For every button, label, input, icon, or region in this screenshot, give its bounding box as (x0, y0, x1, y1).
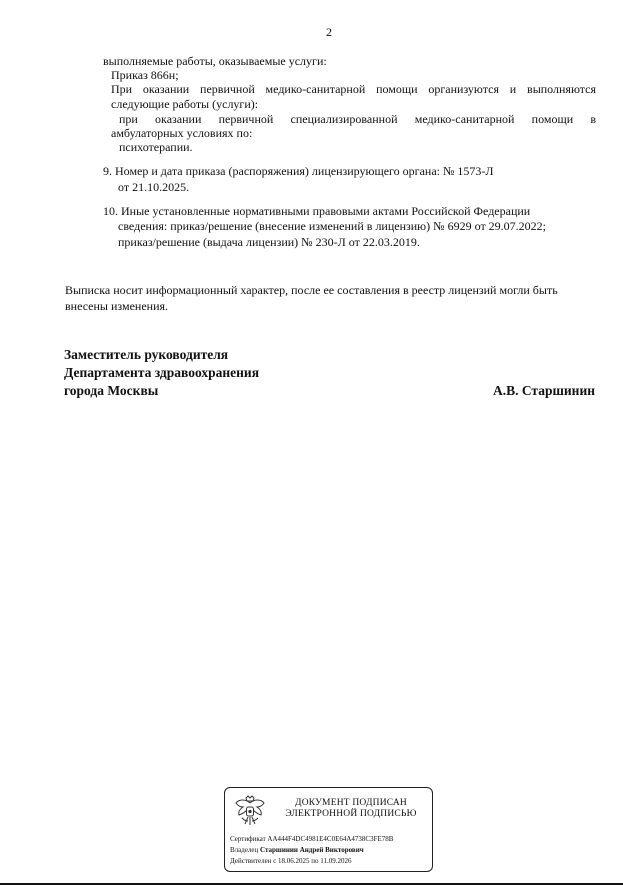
order-reference: Приказ 866н; (111, 68, 179, 82)
stamp-title-line1: ДОКУМЕНТ ПОДПИСАН (295, 798, 407, 808)
certificate-line (230, 835, 393, 843)
signatory-position-line2: Департамента здравоохранения (64, 365, 260, 380)
page-number: 2 (326, 25, 332, 39)
order-date-line: от 21.10.2025. (118, 180, 190, 194)
validity-line: Действителен с 18.06.2025 по 11.09.2026 (230, 857, 352, 865)
services-label: следующие работы (услуги): (111, 97, 259, 111)
outpatient-label: амбулаторных условиях по: (111, 126, 253, 140)
disclaimer-line2: внесены изменения. (65, 299, 169, 313)
disclaimer-line1: Выписка носит информационный характер, после ее составления в реестр лицензий могли быть (65, 283, 558, 297)
other-info-line2: сведения: приказ/решение (внесение изменений в лицензию) № 6929 от 29.07.2022; (118, 219, 547, 233)
certificate-label: Сертификат (230, 835, 266, 843)
signatory-name: А.В. Старшинин (492, 383, 595, 398)
coat-of-arms-icon (233, 794, 267, 828)
specialized-care-text: при оказании первичной специализированной медико-санитарной помощи в (119, 112, 596, 126)
owner-value: Старшинин Андрей Викторович (260, 846, 364, 854)
services-intro: выполняемые работы, оказываемые услуги: (103, 54, 327, 68)
stamp-title-line2: ЭЛЕКТРОННОЙ ПОДПИСЬЮ (285, 809, 417, 819)
other-info-line3: приказ/решение (выдача лицензии) № 230-Л от 22.03.2019. (118, 235, 420, 249)
primary-care-text: При оказании первичной медико-санитарной помощи организуются и выполняются (111, 82, 596, 96)
other-info-line1: 10. Иные установленные нормативными правовыми актами Российской Федерации (103, 204, 531, 218)
electronic-signature-stamp (224, 787, 433, 872)
service-psychotherapy: психотерапии. (119, 140, 193, 154)
signatory-position-line3: города Москвы (64, 383, 159, 398)
owner-line (230, 846, 364, 854)
certificate-value: AA444F4DC4981E4C0E64A4738C3FE78B (267, 835, 394, 843)
signatory-position-line1: Заместитель руководителя (64, 347, 229, 362)
order-number-line: 9. Номер и дата приказа (распоряжения) лицензирующего органа: № 1573-Л (103, 164, 494, 178)
owner-label: Владелец (230, 846, 259, 854)
stamp-title (271, 798, 431, 820)
